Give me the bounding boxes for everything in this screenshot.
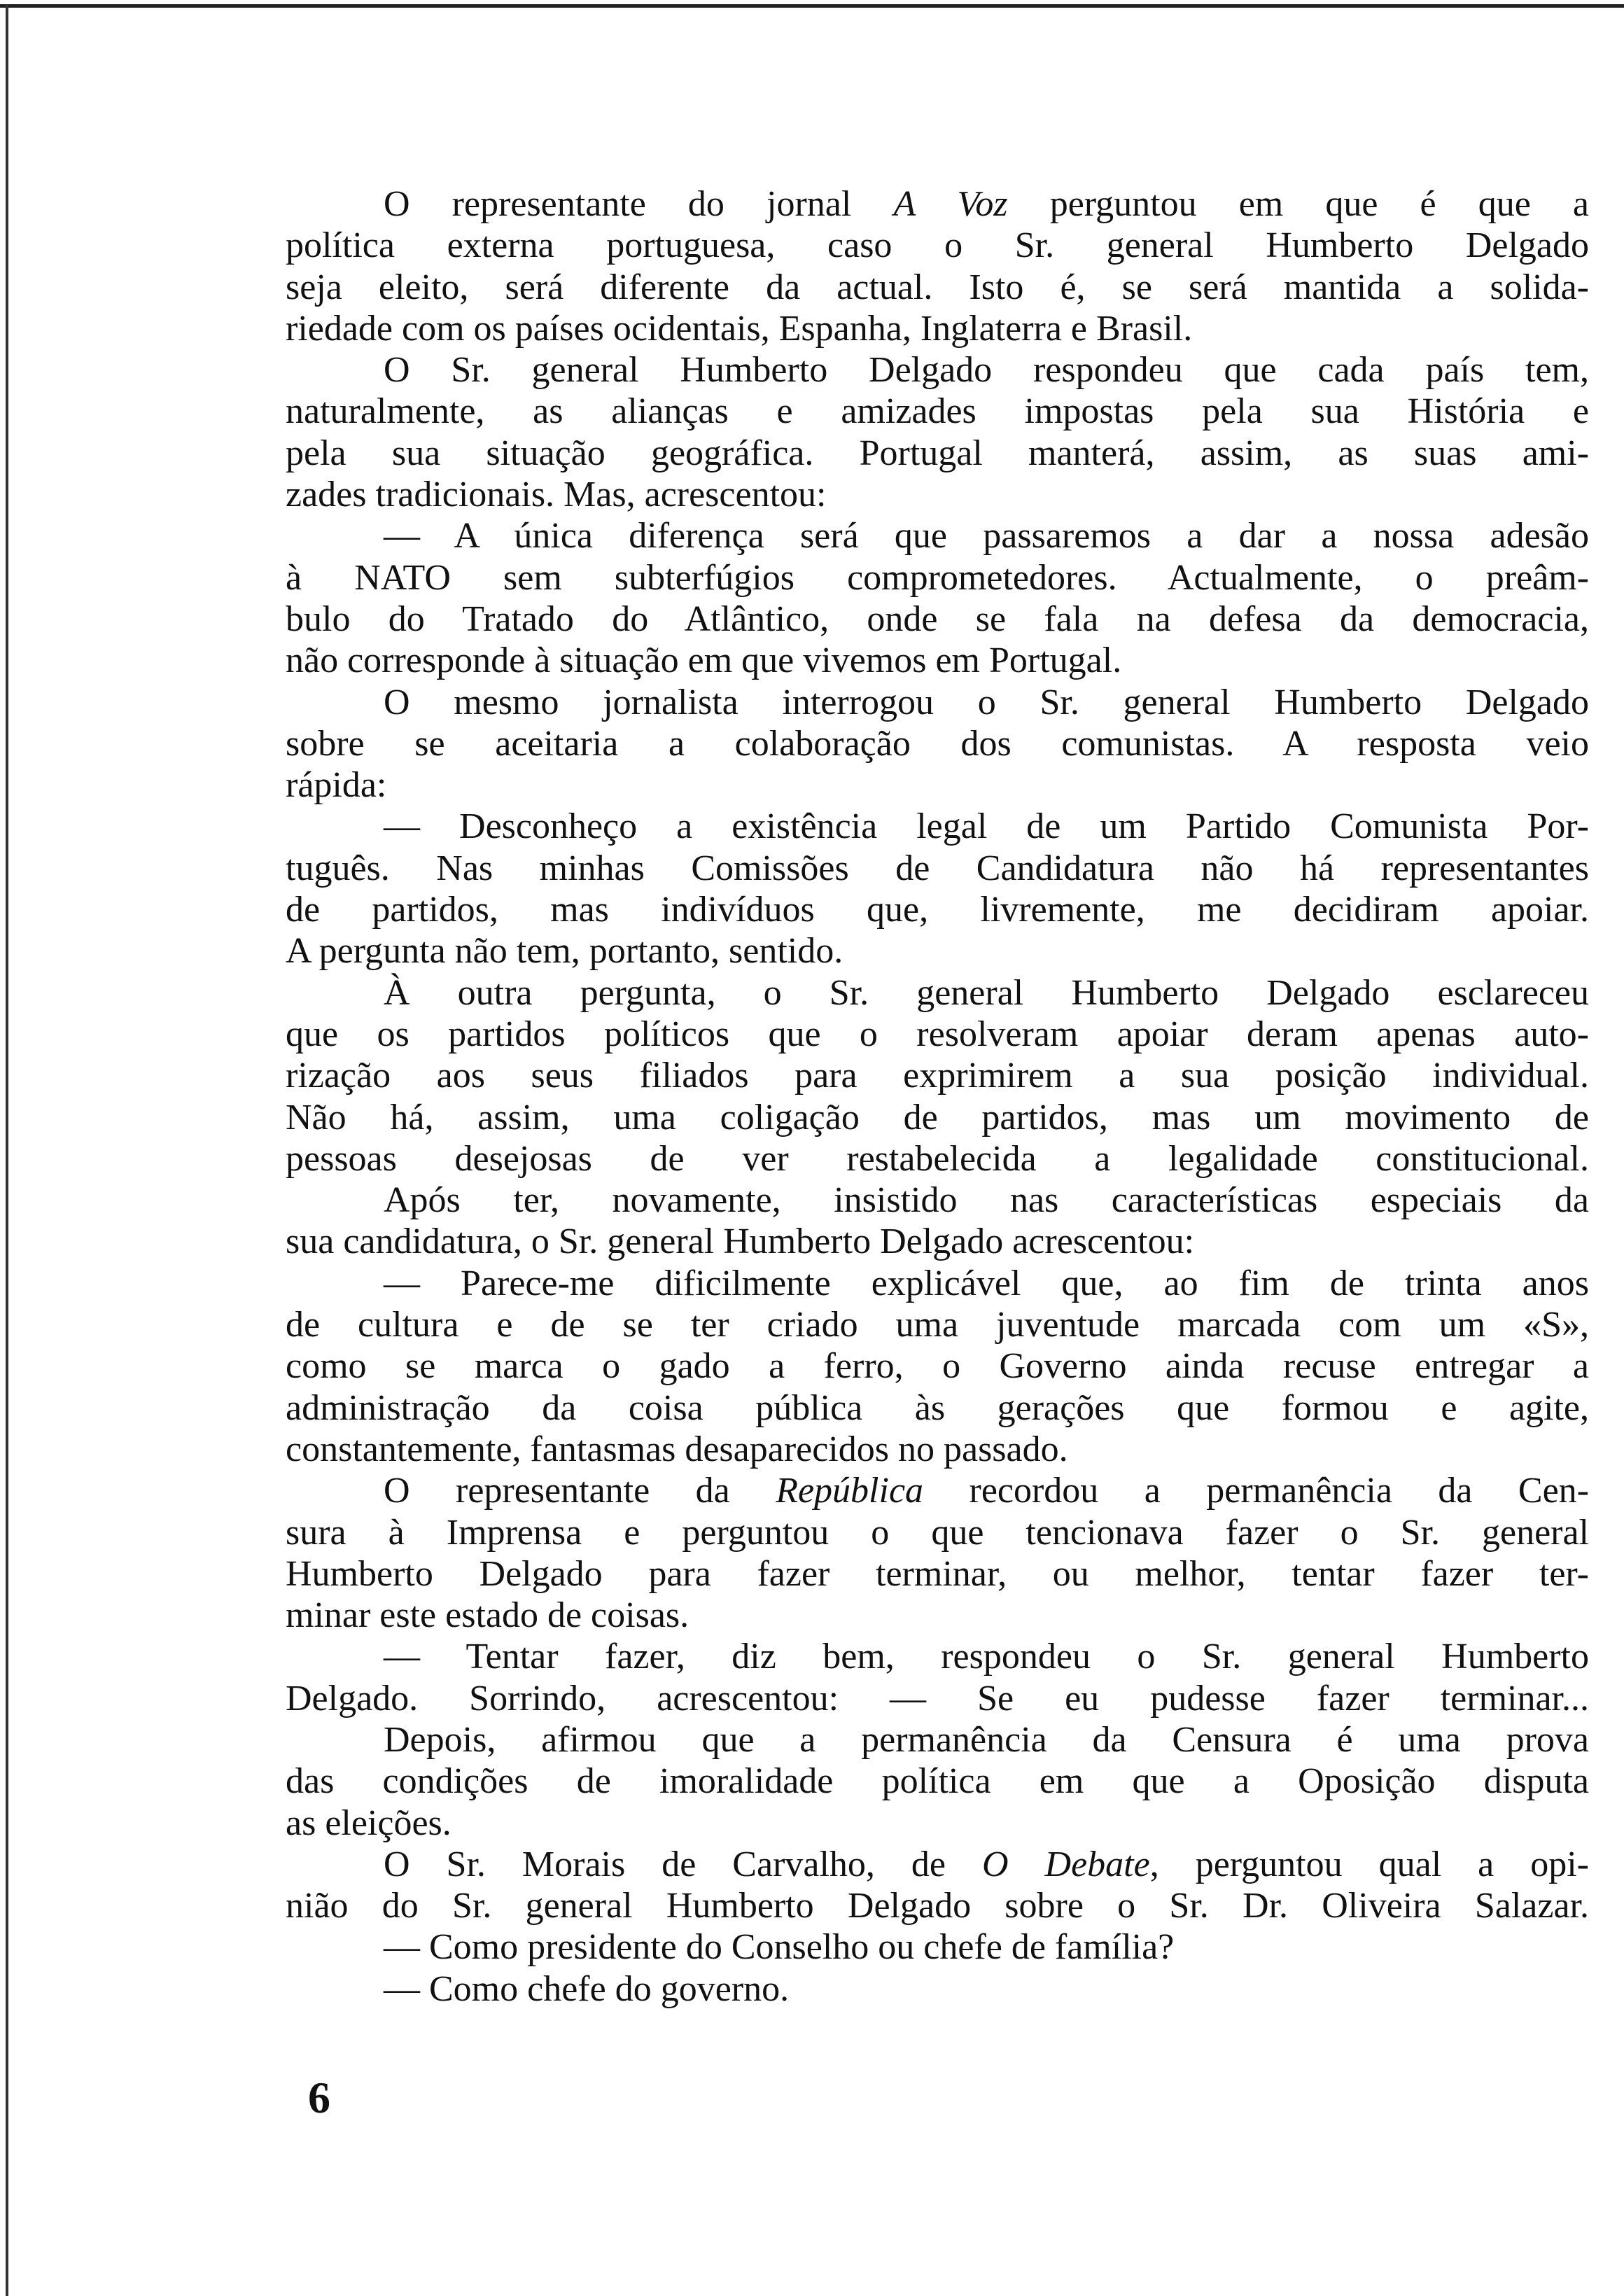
text-segment: política externa portuguesa, caso o Sr. general Humberto Delgado [286,225,1589,266]
text-line [286,1387,1589,1429]
text-segment: constantemente, fantasmas desaparecidos no passado. [286,1429,1068,1469]
text-segment: O mesmo jornalista interrogou o Sr. general Humberto Delgado [384,682,1589,722]
text-segment: Delgado. Sorrindo, acrescentou: — Se eu pudesse fazer terminar... [286,1678,1589,1718]
text-line [286,930,1589,972]
text-segment: , perguntou qual a opi- [1149,1844,1589,1884]
text-segment: de partidos, mas indivíduos que, livremente, me decidiram apoiar. [286,890,1589,930]
text-segment: das condições de imoralidade política em que a Oposição disputa [286,1761,1589,1802]
text-line [286,1304,1589,1345]
text-line [286,1926,1589,1968]
text-line [286,391,1589,432]
text-segment: tuguês. Nas minhas Comissões de Candidatura não há representantes [286,848,1589,888]
text-line [286,640,1589,681]
text-line [286,972,1589,1014]
text-segment: perguntou em que é que a [1007,184,1589,224]
text-line [286,1055,1589,1096]
text-segment: riedade com os países ocidentais, Espanha, Inglaterra e Brasil. [286,308,1193,349]
text-line [286,723,1589,764]
text-segment: sura à Imprensa e perguntou o que tencionava fazer o Sr. general [286,1512,1589,1553]
text-segment: como se marca o gado a ferro, o Governo ainda recuse entregar a [286,1346,1589,1387]
text-line [286,1345,1589,1387]
text-segment: que os partidos políticos que o resolveram apoiar deram apenas auto- [286,1014,1589,1054]
text-segment: — Como chefe do governo. [384,1968,790,2009]
scan-left-edge [6,4,8,2296]
text-line [286,308,1589,349]
text-line [286,267,1589,308]
article-body [286,183,1589,2010]
text-segment: — Tentar fazer, diz bem, respondeu o Sr. general Humberto [384,1637,1589,1677]
text-line [286,1678,1589,1719]
text-line [286,1885,1589,1926]
text-segment: seja eleito, será diferente da actual. Isto é, se será mantida a solida- [286,267,1589,307]
text-segment: O Sr. Morais de Carvalho, de [384,1844,982,1884]
text-line [286,1719,1589,1760]
text-segment: À outra pergunta, o Sr. general Humberto Delgado esclareceu [384,972,1589,1013]
text-line [286,1470,1589,1511]
text-segment: — Desconheço a existência legal de um Partido Comunista Por- [384,806,1589,847]
text-segment: O representante da [384,1471,776,1511]
text-line [286,1968,1589,2010]
text-segment: zades tradicionais. Mas, acrescentou: [286,475,827,515]
text-segment: pessoas desejosas de ver restabelecida a legalidade constitucional. [286,1138,1589,1179]
text-line [286,349,1589,391]
text-segment: de cultura e de se ter criado uma juventude marcada com um «S», [286,1305,1589,1345]
text-line [286,1595,1589,1636]
text-segment: O Sr. general Humberto Delgado respondeu que cada país tem, [384,350,1589,391]
text-line [286,598,1589,640]
publication-name: A Voz [893,184,1008,224]
text-line [286,764,1589,806]
text-segment: sobre se aceitaria a colaboração dos comunistas. A resposta veio [286,723,1589,764]
text-line [286,515,1589,556]
text-line [286,806,1589,847]
text-line [286,1636,1589,1677]
text-line [286,557,1589,598]
text-line [286,474,1589,515]
text-segment: Após ter, novamente, insistido nas características especiais da [384,1180,1589,1221]
text-segment: Depois, afirmou que a permanência da Censura é uma prova [384,1719,1589,1760]
text-segment: administração da coisa pública às gerações que formou e agite, [286,1387,1589,1428]
publication-name: República [776,1471,924,1511]
text-line [286,183,1589,225]
text-line [286,889,1589,930]
text-line [286,848,1589,889]
publication-name: O Debate [982,1844,1150,1884]
text-segment: A pergunta não tem, portanto, sentido. [286,931,844,972]
text-segment: — Parece-me dificilmente explicável que, ao fim de trinta anos [384,1263,1589,1303]
text-line [286,1221,1589,1262]
text-segment: bulo do Tratado do Atlântico, onde se fala na defesa da democracia, [286,598,1589,639]
text-line [286,1138,1589,1180]
text-segment: O representante do jornal [384,184,894,224]
text-line [286,1263,1589,1304]
text-line [286,1097,1589,1138]
text-line [286,1014,1589,1055]
text-line [286,1802,1589,1844]
text-segment: — A única diferença será que passaremos a dar a nossa adesão [384,516,1589,556]
text-segment: — Como presidente do Conselho ou chefe de família? [384,1927,1175,1968]
text-segment: Não há, assim, uma coligação de partidos, mas um movimento de [286,1097,1589,1138]
text-line [286,1760,1589,1802]
text-segment: as eleições. [286,1802,451,1843]
text-segment: pela sua situação geográfica. Portugal manterá, assim, as suas ami- [286,433,1589,473]
text-line [286,1180,1589,1221]
text-segment: Humberto Delgado para fazer terminar, ou melhor, tentar fazer ter- [286,1553,1589,1594]
text-segment: não corresponde à situação em que vivemos em Portugal. [286,640,1122,681]
scan-top-edge [0,4,1624,8]
text-segment: rização aos seus filiados para exprimirem a sua posição individual. [286,1056,1589,1096]
page-number: 6 [308,2073,330,2122]
text-segment: rápida: [286,765,387,806]
text-segment: sua candidatura, o Sr. general Humberto Delgado acrescentou: [286,1222,1195,1262]
text-line [286,682,1589,723]
text-line [286,1512,1589,1553]
text-segment: naturalmente, as alianças e amizades impostas pela sua História e [286,391,1589,432]
text-line [286,1553,1589,1595]
text-line [286,1844,1589,1885]
text-line [286,1429,1589,1470]
text-line [286,433,1589,474]
text-line [286,225,1589,266]
text-segment: minar este estado de coisas. [286,1595,690,1636]
text-segment: à NATO sem subterfúgios comprometedores. Actualmente, o preâm- [286,557,1589,598]
text-segment: nião do Sr. general Humberto Delgado sobre o Sr. Dr. Oliveira Salazar. [286,1886,1589,1926]
text-segment: recordou a permanência da Cen- [923,1471,1589,1511]
